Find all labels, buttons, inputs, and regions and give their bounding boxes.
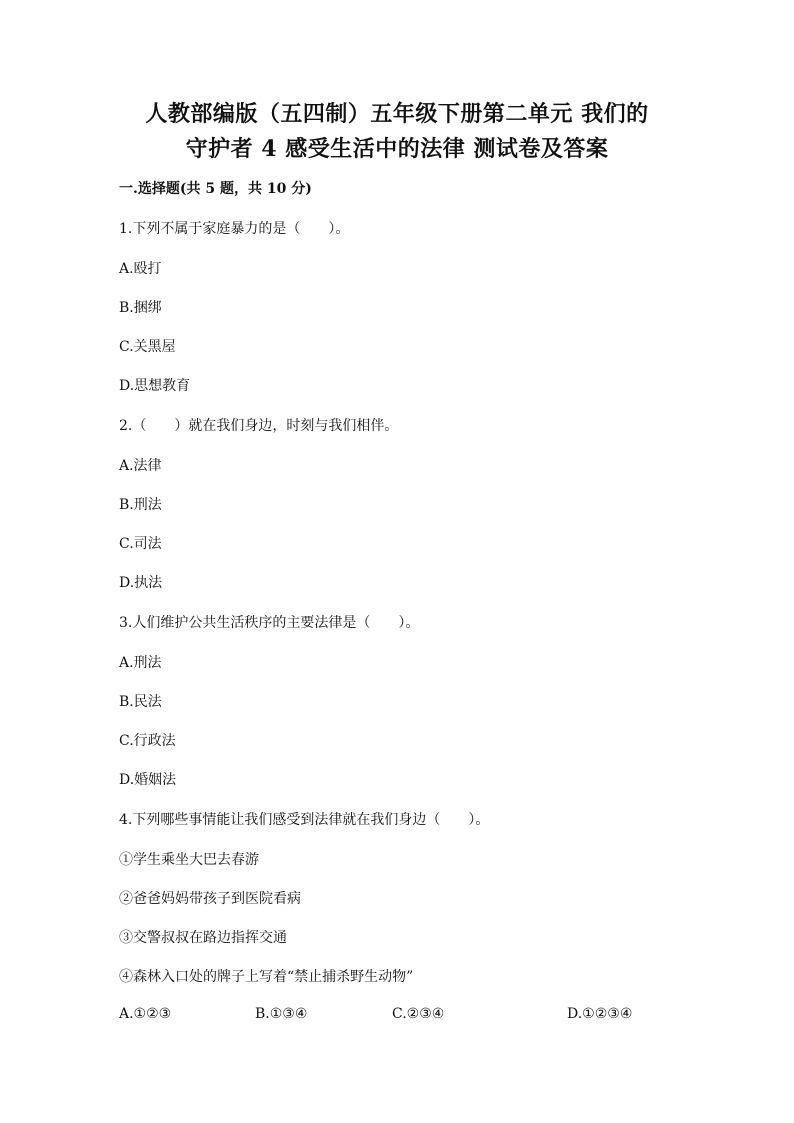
question-stem: 2.（ ）就在我们身边，时刻与我们相伴。 bbox=[119, 418, 399, 434]
option: C.司法 bbox=[119, 536, 162, 552]
option: D.婚姻法 bbox=[119, 772, 177, 788]
question-stem: 4.下列哪些事情能让我们感受到法律就在我们身边（ ）。 bbox=[119, 812, 490, 828]
option: C.关黑屋 bbox=[119, 339, 176, 355]
option: D.思想教育 bbox=[119, 378, 191, 394]
page-title-line-2: 守护者 4 感受生活中的法律 测试卷及答案 bbox=[185, 136, 609, 162]
option: D.执法 bbox=[119, 575, 163, 591]
option: C.行政法 bbox=[119, 733, 176, 749]
statement-item: ④森林入口处的牌子上写着“禁止捕杀野生动物” bbox=[119, 969, 414, 985]
option: B.刑法 bbox=[119, 497, 162, 513]
option: B.①③④ bbox=[255, 1006, 308, 1022]
page-title-line-1: 人教部编版（五四制）五年级下册第二单元 我们的 bbox=[145, 101, 649, 127]
option: C.②③④ bbox=[392, 1006, 445, 1022]
option: A.法律 bbox=[119, 458, 162, 474]
option: A.殴打 bbox=[119, 261, 162, 277]
statement-item: ③交警叔叔在路边指挥交通 bbox=[119, 930, 287, 946]
question-stem: 1.下列不属于家庭暴力的是（ ）。 bbox=[119, 221, 350, 237]
option: A.①②③ bbox=[119, 1006, 172, 1022]
statement-item: ①学生乘坐大巴去春游 bbox=[119, 852, 259, 868]
question-stem: 3.人们维护公共生活秩序的主要法律是（ ）。 bbox=[119, 615, 420, 631]
statement-item: ②爸爸妈妈带孩子到医院看病 bbox=[119, 891, 301, 907]
option: A.刑法 bbox=[119, 655, 162, 671]
section-heading: 一.选择题(共 5 题，共 10 分) bbox=[119, 181, 312, 197]
option: D.①②③④ bbox=[567, 1006, 633, 1022]
option: B.民法 bbox=[119, 694, 162, 710]
option: B.捆绑 bbox=[119, 300, 162, 316]
